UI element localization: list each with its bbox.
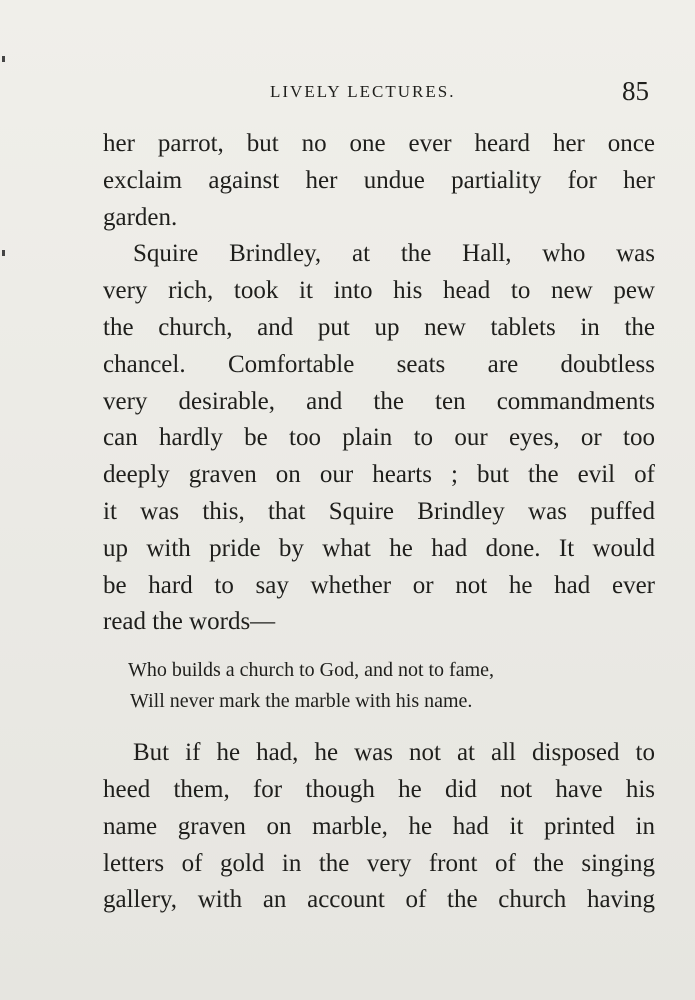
text-line: letters of gold in the very front of the singing <box>103 849 655 877</box>
text-line: can hardly be too plain to our eyes, or too <box>103 424 655 452</box>
text-line: But if he had, he was not at all disposed to <box>133 739 655 767</box>
text-line: it was this, that Squire Brindley was puffed <box>103 497 655 525</box>
text-line: heed them, for though he did not have his <box>103 775 655 803</box>
text-line: garden. <box>103 203 178 231</box>
text-line: exclaim against her undue partiality for her <box>103 166 655 194</box>
paragraph-2 <box>103 236 655 641</box>
running-title: LIVELY LECTURES. <box>270 82 456 101</box>
text-line: be hard to say whether or not he had ever <box>103 571 655 599</box>
verse-line: Will never mark the marble with his name. <box>130 690 473 713</box>
text-line: very rich, took it into his head to new pew <box>103 277 655 305</box>
running-head <box>0 76 695 106</box>
paragraph-3 <box>103 735 655 919</box>
text-line: name graven on marble, he had it printed in <box>103 812 655 840</box>
text-line: up with pride by what he had done. It would <box>103 534 655 562</box>
text-line: gallery, with an account of the church having <box>103 886 655 914</box>
verse-line: Who builds a church to God, and not to fame, <box>128 659 495 682</box>
text-line: the church, and put up new tablets in the <box>103 313 655 341</box>
margin-mark-top <box>2 56 5 62</box>
text-line: deeply graven on our hearts ; but the evil of <box>103 461 655 489</box>
text-line: Squire Brindley, at the Hall, who was <box>133 240 655 268</box>
page-number: 85 <box>622 76 649 106</box>
text-line: chancel. Comfortable seats are doubtless <box>103 350 655 378</box>
text-line: very desirable, and the ten commandments <box>103 387 655 415</box>
margin-mark-middle <box>2 250 5 256</box>
text-line: read the words— <box>103 608 276 636</box>
paragraph-1 <box>103 126 655 236</box>
text-line: her parrot, but no one ever heard her once <box>103 130 655 157</box>
body-text <box>103 126 655 919</box>
verse-quotation <box>128 655 655 717</box>
